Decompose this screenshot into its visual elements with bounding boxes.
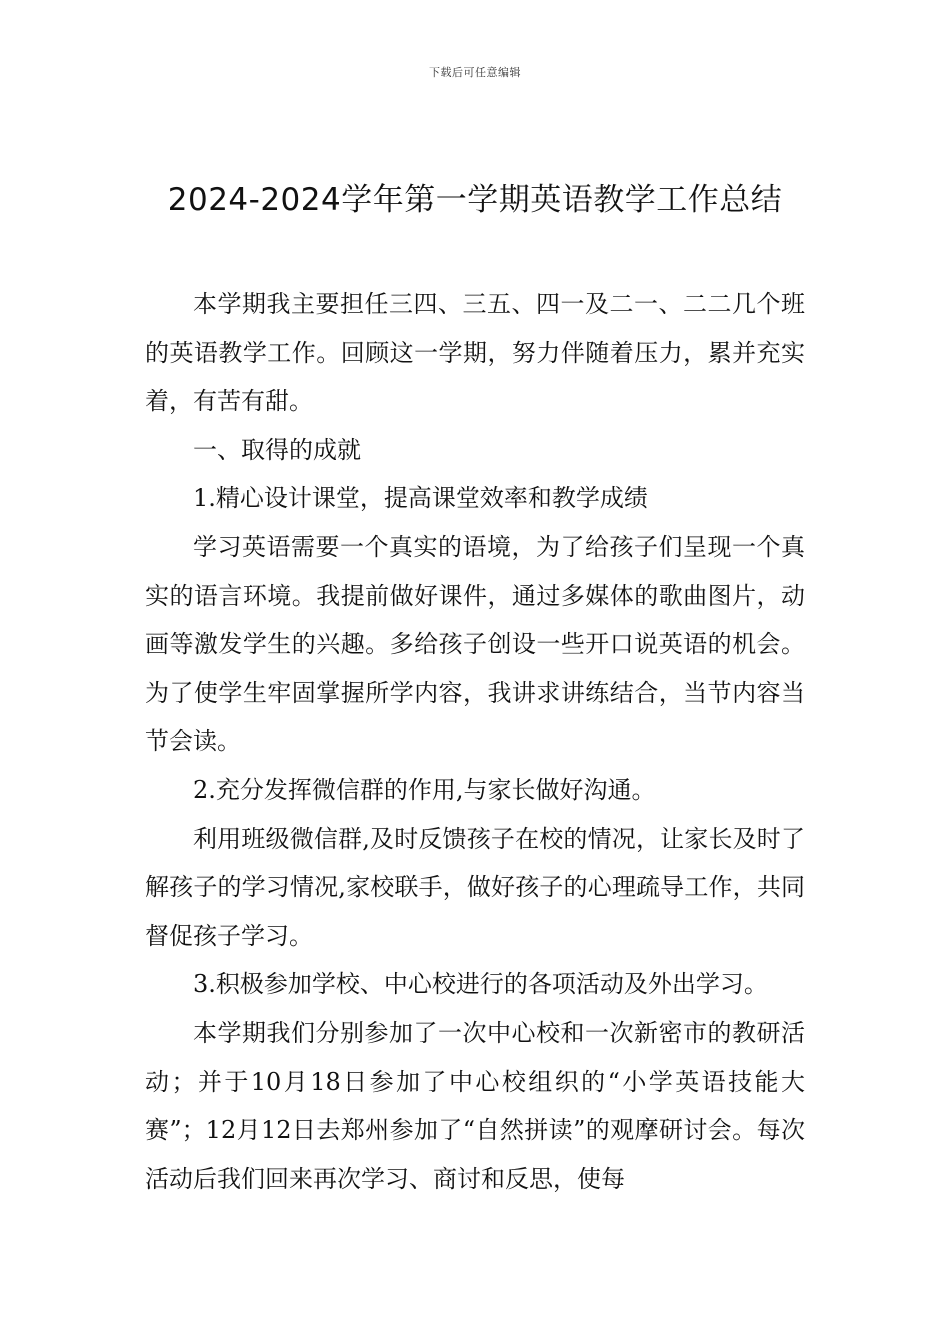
subheading-wechat-group: 2.充分发挥微信群的作用,与家长做好沟通。 (193, 775, 656, 804)
document-title: 2024-2024学年第一学期英语教学工作总结 (167, 182, 783, 218)
document-body (145, 280, 805, 1203)
paragraph-activities: 本学期我们分别参加了一次中心校和一次新密市的教研活动；并于10月18日参加了中心校组织的“小学英语技能大赛”；12月12日去郑州参加了“自然拼读”的观摩研讨会。每次活动后我们回来再次学习、商讨和反思，使每 (145, 1018, 805, 1193)
header-note: 下载后可任意编辑 (429, 66, 521, 79)
paragraph-classroom-design: 学习英语需要一个真实的语境，为了给孩子们呈现一个真实的语言环境。我提前做好课件，通过多媒体的歌曲图片，动画等激发学生的兴趣。多给孩子创设一些开口说英语的机会。为了使学生牢固掌握所学内容，我讲求讲练结合，当节内容当节会读。 (145, 532, 805, 756)
paragraph-intro: 本学期我主要担任三四、三五、四一及二一、二二几个班的英语教学工作。回顾这一学期，努力伴随着压力，累并充实着，有苦有甜。 (145, 290, 805, 416)
paragraph-wechat-group: 利用班级微信群,及时反馈孩子在校的情况，让家长及时了解孩子的学习情况,家校联手，做好孩子的心理疏导工作，共同督促孩子学习。 (145, 824, 805, 950)
subheading-activities: 3.积极参加学校、中心校进行的各项活动及外出学习。 (193, 970, 768, 999)
section-heading-achievements: 一、取得的成就 (193, 435, 361, 464)
subheading-classroom-design: 1.精心设计课堂，提高课堂效率和教学成绩 (193, 484, 648, 513)
